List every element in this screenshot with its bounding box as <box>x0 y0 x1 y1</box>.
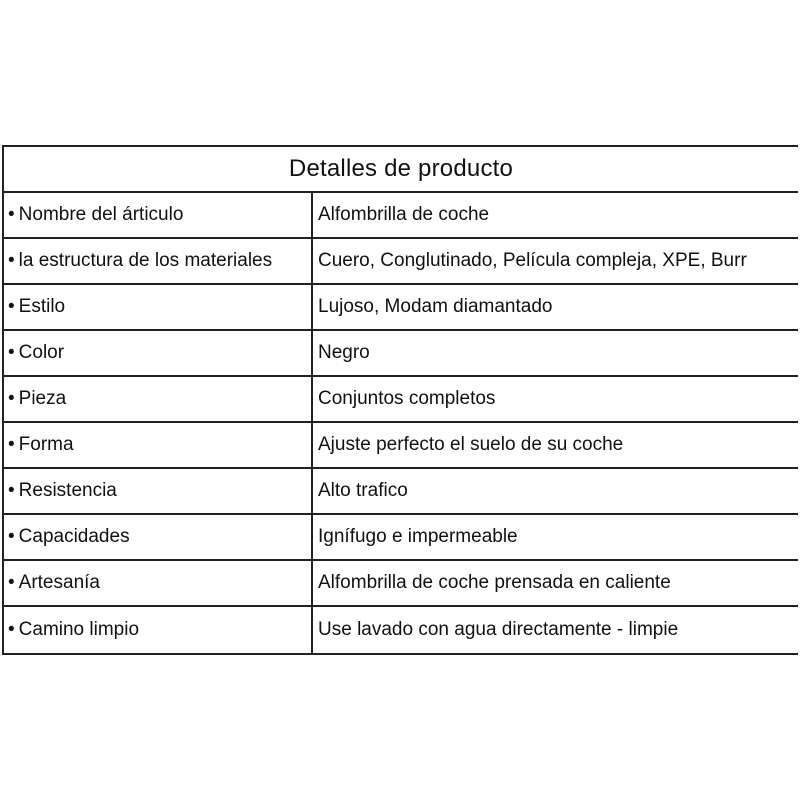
row-label-text: Nombre del árticulo <box>18 204 184 225</box>
row-label-text: Artesanía <box>18 572 100 593</box>
table-row <box>4 423 798 469</box>
row-value: Alto trafico <box>318 480 408 501</box>
row-label-text: Capacidades <box>18 526 130 547</box>
bullet-icon: • <box>8 526 15 547</box>
row-label-text: Pieza <box>18 388 67 409</box>
table-row <box>4 193 798 239</box>
table-row <box>4 515 798 561</box>
bullet-icon: • <box>8 204 15 225</box>
row-label <box>4 331 313 375</box>
product-details-table <box>2 145 798 655</box>
bullet-icon: • <box>8 480 15 501</box>
row-value: Alfombrilla de coche <box>318 204 490 225</box>
bullet-icon: • <box>8 572 15 593</box>
row-label-text: Resistencia <box>18 480 117 501</box>
table-row <box>4 239 798 285</box>
row-label <box>4 423 313 467</box>
row-label <box>4 607 313 653</box>
bullet-icon: • <box>8 250 15 271</box>
bullet-icon: • <box>8 296 15 317</box>
row-label-text: Color <box>18 342 65 363</box>
table-row <box>4 377 798 423</box>
row-value: Ignífugo e impermeable <box>318 526 518 547</box>
row-label <box>4 193 313 237</box>
table-row <box>4 561 798 607</box>
row-label-text: la estructura de los materiales <box>18 250 273 271</box>
row-label-text: Forma <box>18 434 74 455</box>
row-value: Cuero, Conglutinado, Película compleja, XPE, Burr <box>318 250 747 271</box>
row-value: Lujoso, Modam diamantado <box>318 296 553 317</box>
row-value: Negro <box>318 342 370 363</box>
bullet-icon: • <box>8 342 15 363</box>
table-row <box>4 331 798 377</box>
table-row <box>4 469 798 515</box>
row-label-text: Camino limpio <box>18 619 140 640</box>
table-row <box>4 285 798 331</box>
row-label <box>4 377 313 421</box>
row-label <box>4 239 313 283</box>
row-label <box>4 285 313 329</box>
bullet-icon: • <box>8 619 15 640</box>
bullet-icon: • <box>8 434 15 455</box>
row-label-text: Estilo <box>18 296 66 317</box>
bullet-icon: • <box>8 388 15 409</box>
row-value: Ajuste perfecto el suelo de su coche <box>318 434 624 455</box>
row-value: Alfombrilla de coche prensada en caliente <box>318 572 671 593</box>
row-label <box>4 515 313 559</box>
table-title: Detalles de producto <box>4 147 798 193</box>
row-label <box>4 469 313 513</box>
row-value: Conjuntos completos <box>318 388 496 409</box>
row-value: Use lavado con agua directamente - limpie <box>318 619 679 640</box>
row-label <box>4 561 313 605</box>
table-row <box>4 607 798 653</box>
